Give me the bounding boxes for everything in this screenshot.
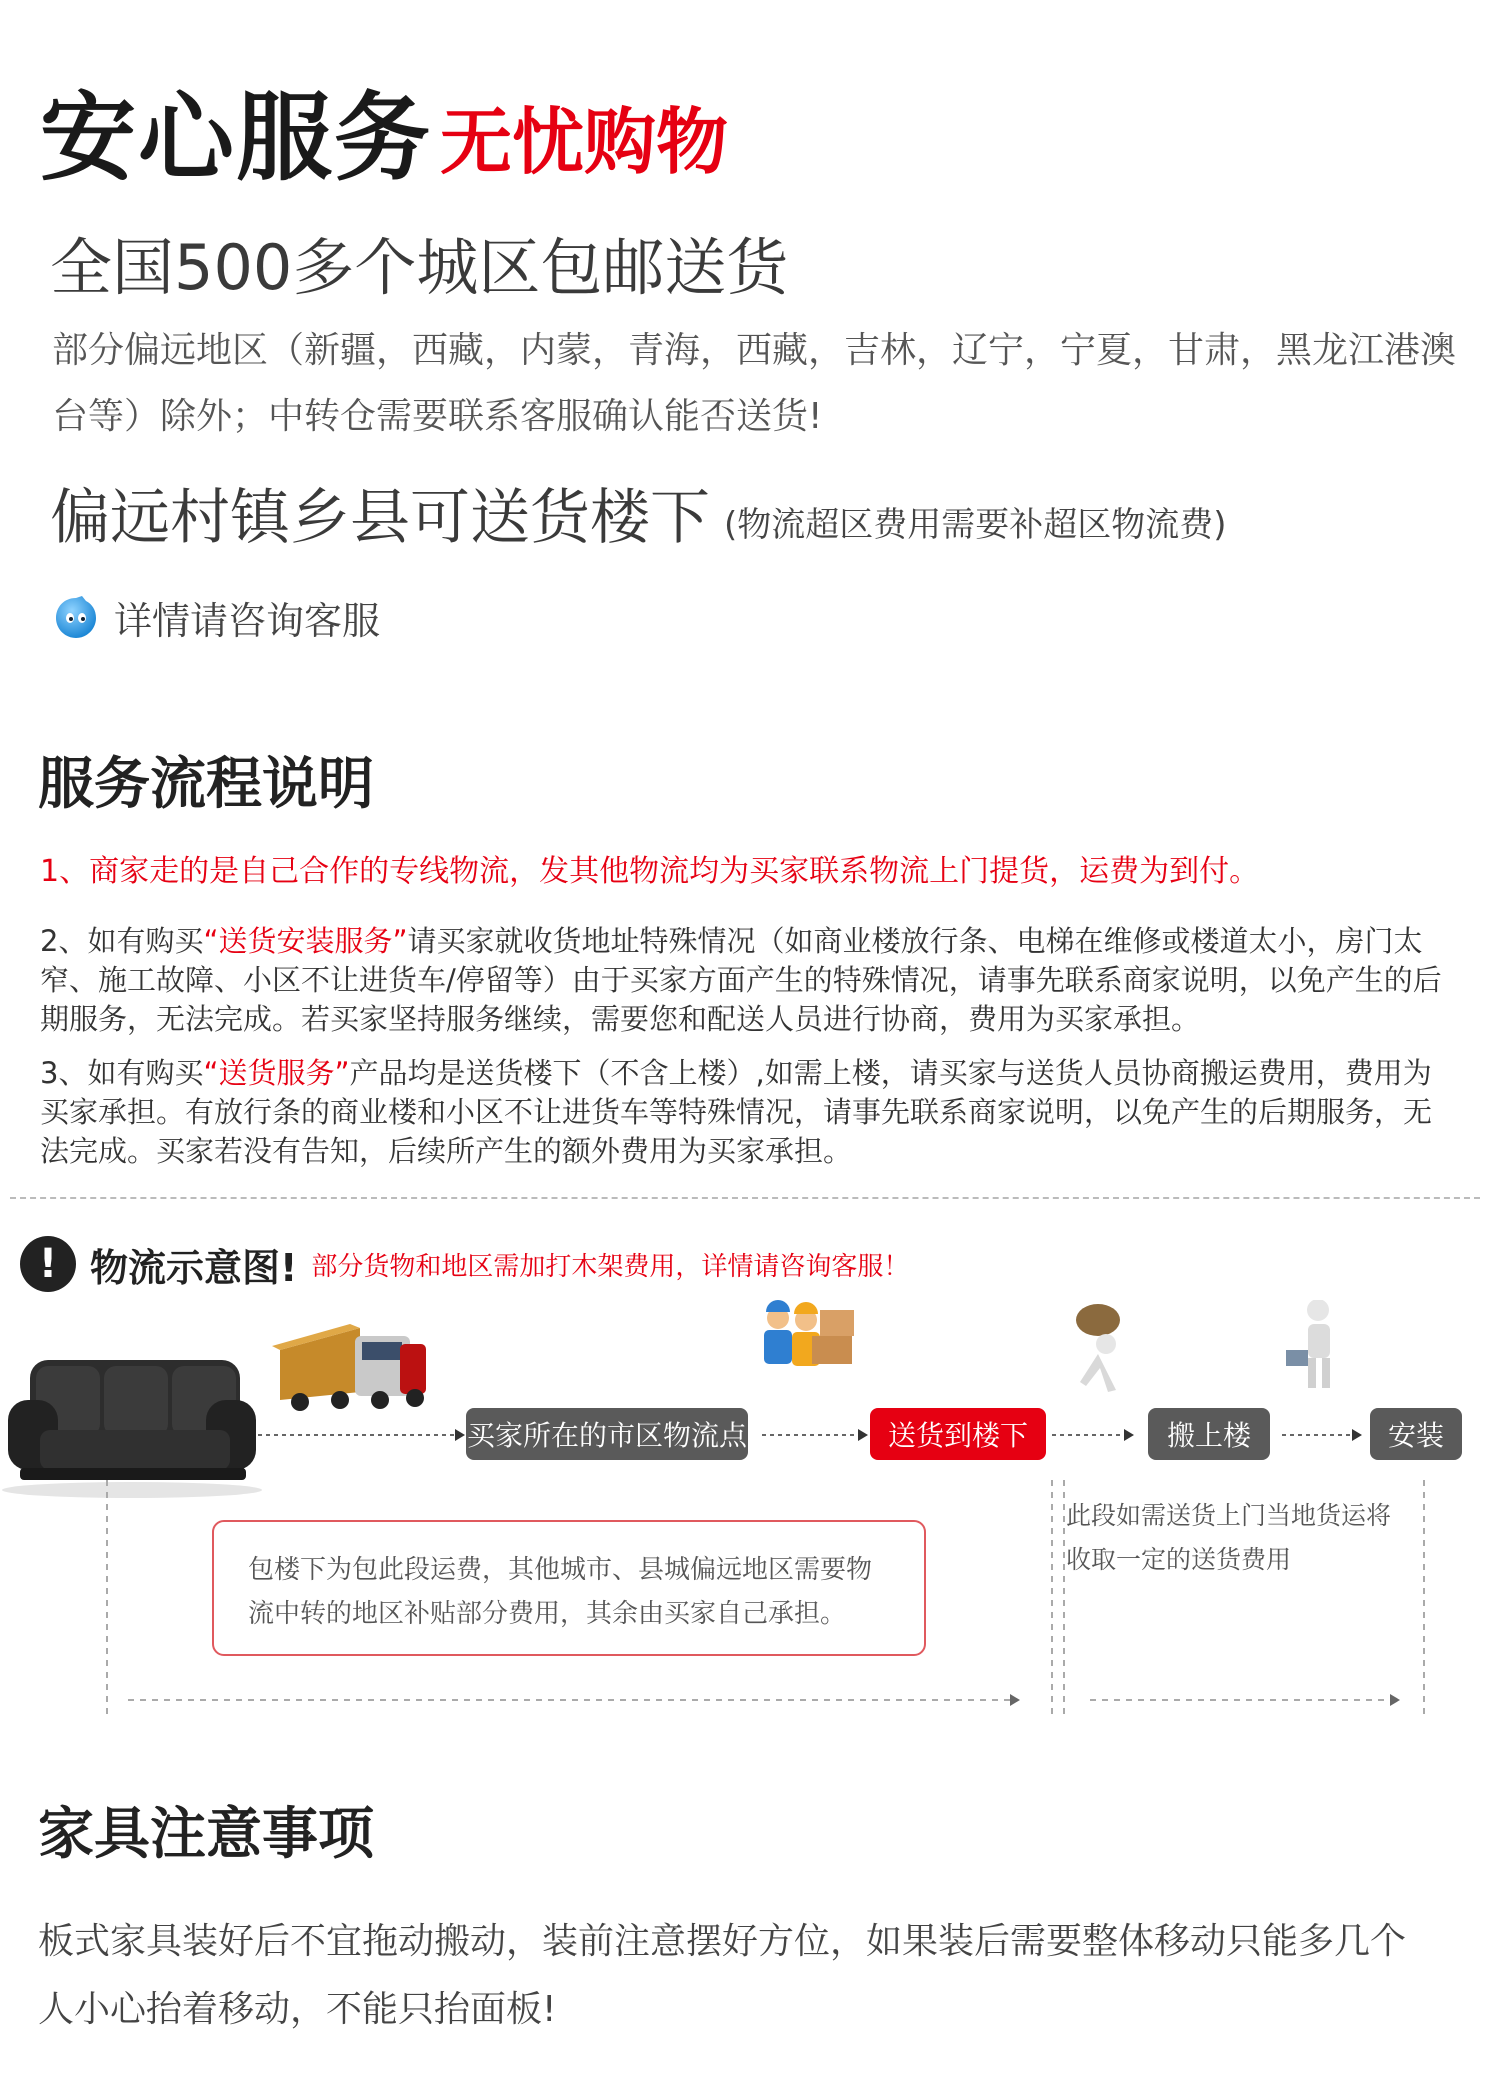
- notice-red-text: 部分货物和地区需加打木架费用，详情请咨询客服！: [311, 1251, 910, 1282]
- page-title: 安心服务: [40, 82, 432, 194]
- furniture-title: 家具注意事项: [38, 1802, 374, 1867]
- door-delivery-note: 此段如需送货上门当地货运将收取一定的送货费用: [1066, 1501, 1392, 1574]
- item2-rest: 请买家就收货地址特殊情况（如商业楼放行条、电梯在维修或楼道太小，房门太窄、施工故障、小区不让进货车/停留等）由于买家方面产生的特殊情况，请事先联系商家说明，以免产生的后期服务，无法完成。若买家坚持服务继续，需要您和配送人员进行协商，费用为买家承担。: [40, 924, 1442, 1036]
- process-item-3: [40, 1054, 1460, 1171]
- remote-heading: [50, 470, 1227, 556]
- page-subtitle: 无忧购物: [440, 100, 729, 184]
- step-carry-upstairs: 搬上楼: [1148, 1408, 1270, 1460]
- freight-note-box: 包楼下为包此段运费，其他城市、县城偏远地区需要物流中转的地区补贴部分费用，其余由买家自己承担。: [212, 1520, 926, 1656]
- step-install: 安装: [1370, 1408, 1462, 1460]
- chat-bubble-icon: [52, 594, 100, 642]
- item3-prefix: 3、如有购买: [40, 1056, 204, 1090]
- exclamation-icon: !: [20, 1236, 76, 1292]
- section-divider: [10, 1197, 1480, 1199]
- contact-service-link[interactable]: [52, 590, 380, 645]
- process-item-2: [40, 922, 1460, 1039]
- truck-icon: [272, 1324, 426, 1411]
- shipping-heading: 全国500多个城区包邮送货: [50, 231, 789, 304]
- remote-note: (物流超区费用需要补超区物流费): [724, 504, 1227, 545]
- contact-label: 详情请咨询客服: [114, 599, 381, 643]
- item3-highlight: “送货服务”: [203, 1056, 350, 1090]
- item2-highlight: “送货安装服务”: [203, 924, 408, 958]
- remote-heading-text: 偏远村镇乡县可送货楼下: [50, 483, 710, 553]
- process-title: 服务流程说明: [38, 752, 374, 817]
- carrier-icon: [1076, 1304, 1120, 1392]
- step-deliver-downstairs: 送货到楼下: [870, 1408, 1046, 1460]
- installer-icon: [1286, 1300, 1330, 1388]
- notice-title: 物流示意图!: [90, 1245, 298, 1290]
- shipping-note: 部分偏远地区（新疆，西藏，内蒙，青海，西藏，吉林，辽宁，宁夏，甘肃，黑龙江港澳台等）除外；中转仓需要联系客服确认能否送货!: [52, 330, 1457, 437]
- item3-rest: 产品均是送货楼下（不含上楼）,如需上楼，请买家与送货人员协商搬运费用，费用为买家承担。有放行条的商业楼和小区不让进货车等特殊情况，请事先联系商家说明，以免产生的后期服务，无法完成。买家若没有告知，后续所产生的额外费用为买家承担。: [40, 1056, 1433, 1168]
- logistics-notice: [20, 1236, 909, 1292]
- sofa-icon: [2, 1360, 262, 1498]
- process-item-1: 1、商家走的是自己合作的专线物流，发其他物流均为买家联系物流上门提货，运费为到付。: [40, 854, 1260, 889]
- furniture-text: 板式家具装好后不宜拖动搬动，装前注意摆好方位，如果装后需要整体移动只能多几个人小心抬着移动，不能只抬面板!: [38, 1921, 1407, 2030]
- workers-icon: [764, 1300, 854, 1366]
- step-city-logistics-point: 买家所在的市区物流点: [466, 1408, 748, 1460]
- item2-prefix: 2、如有购买: [40, 924, 204, 958]
